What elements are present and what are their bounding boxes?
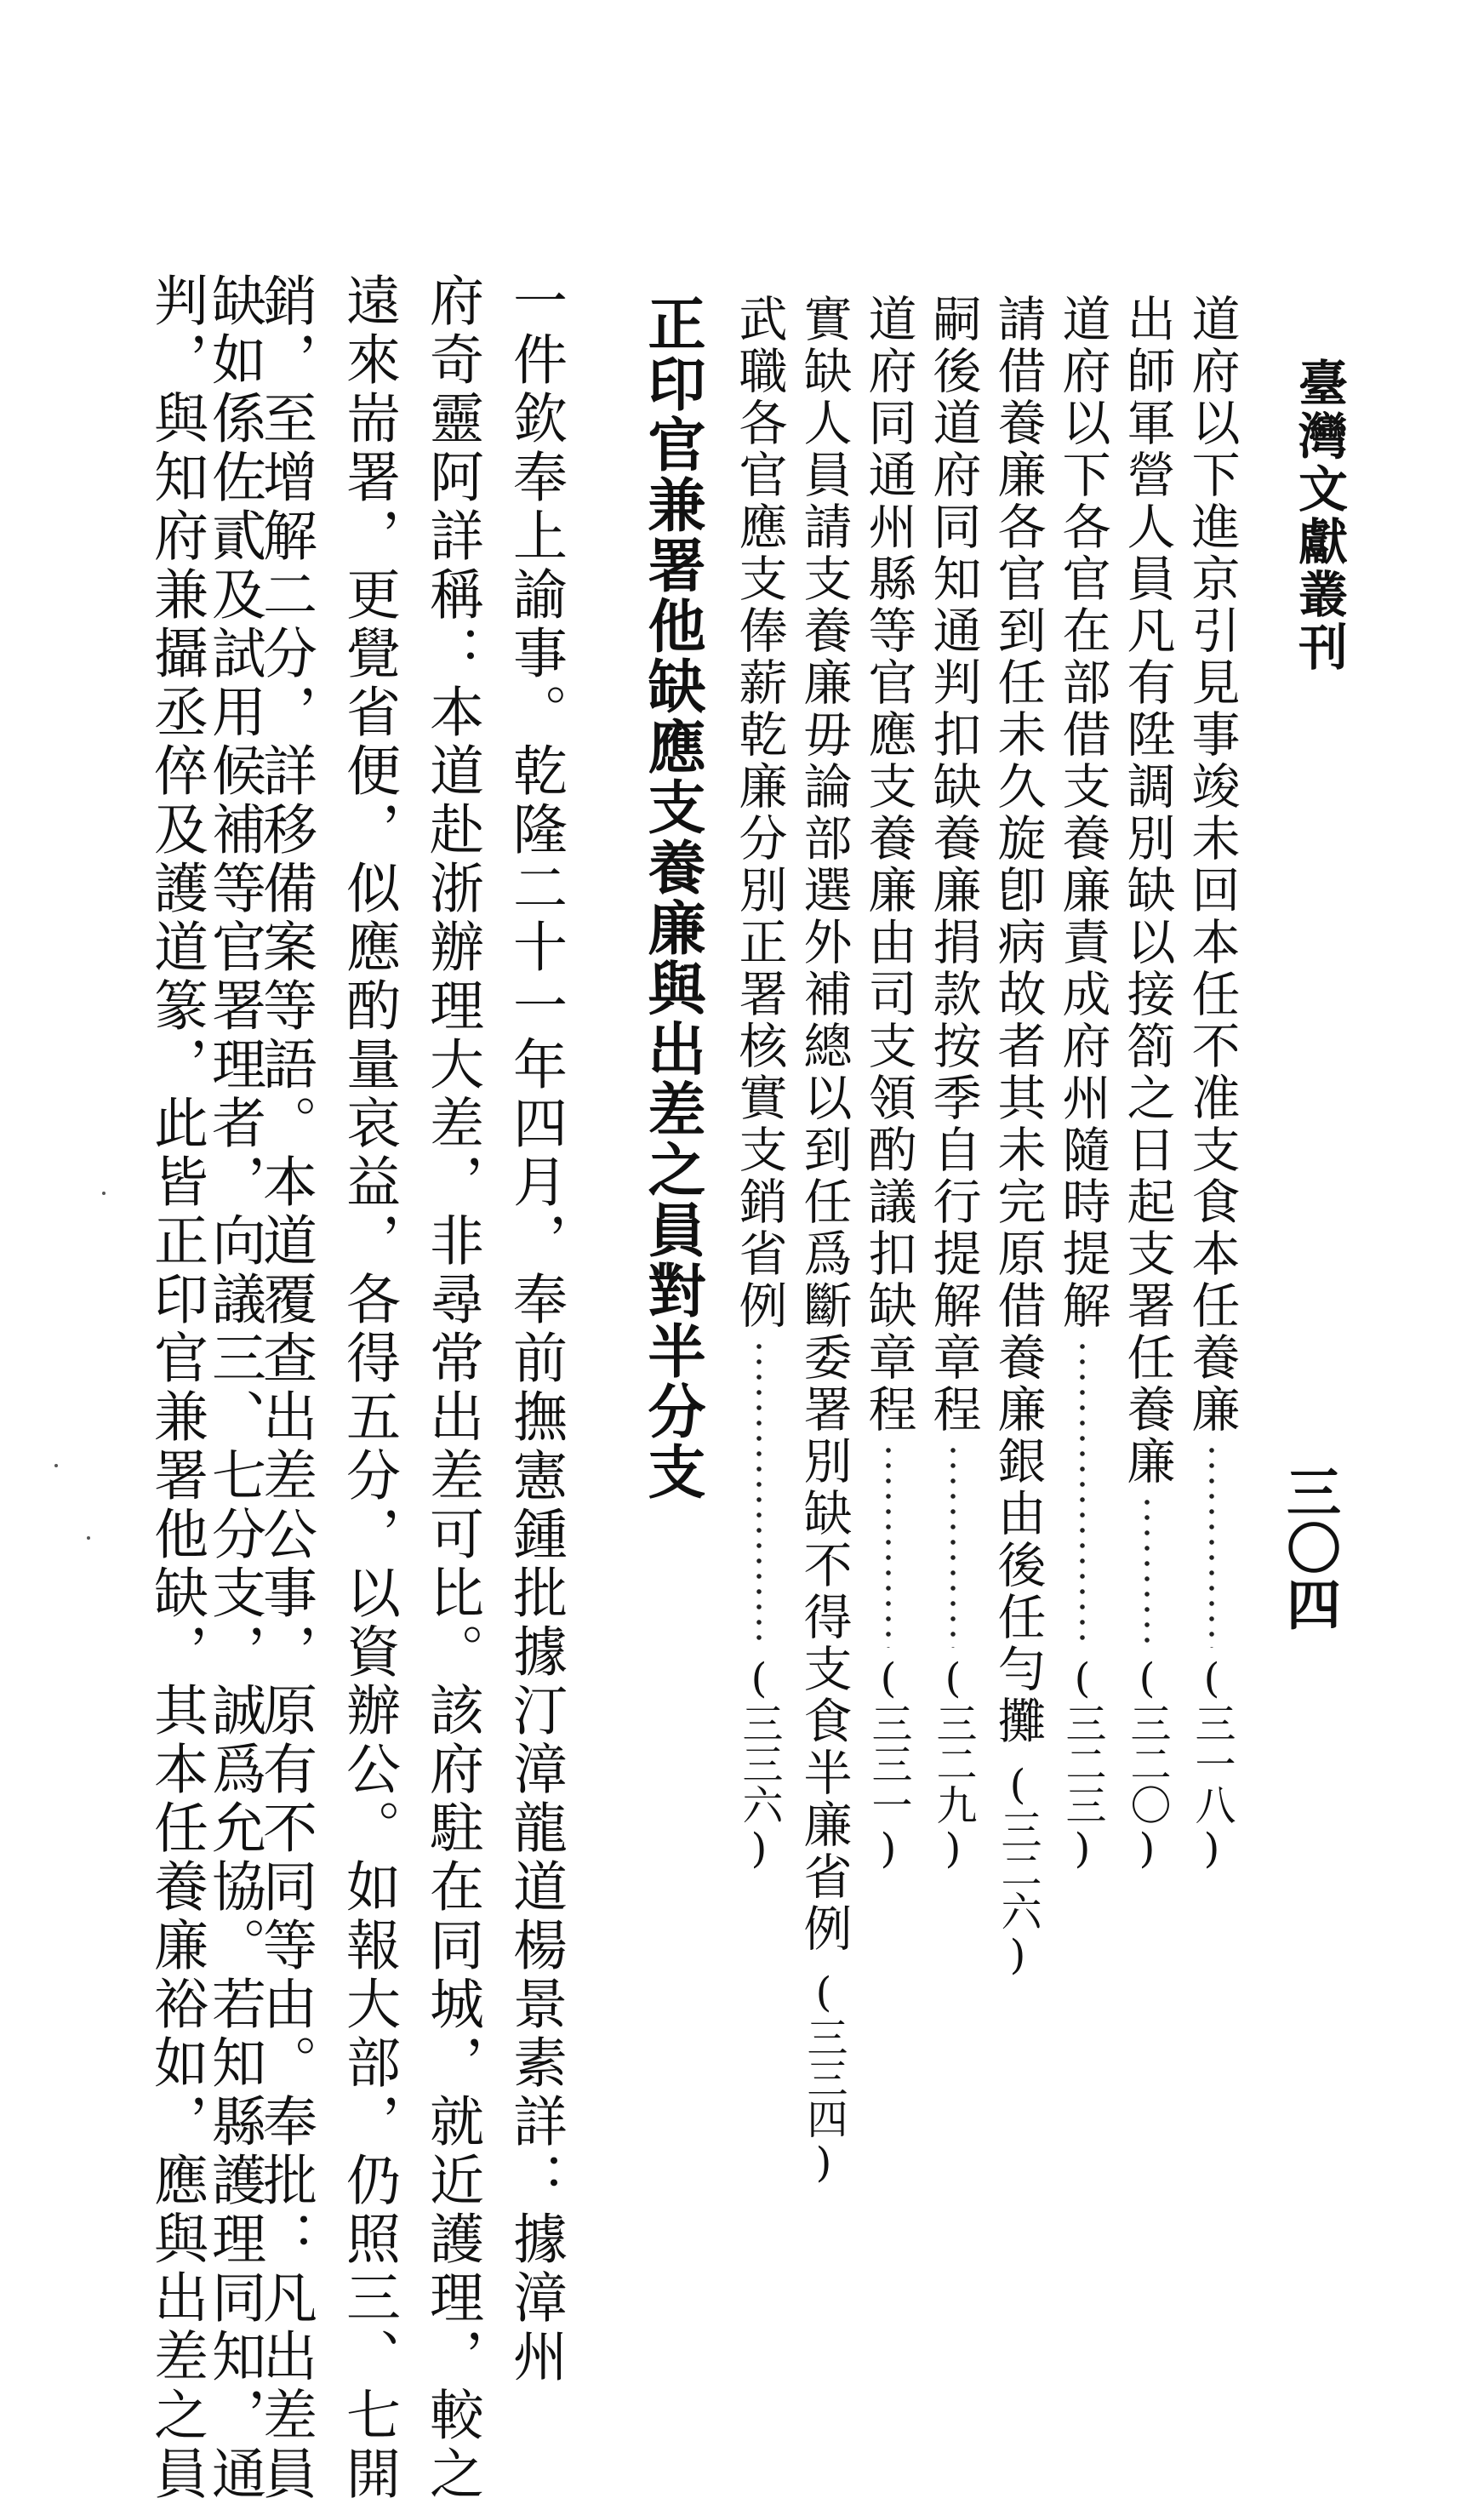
scan-speck [102,1192,106,1195]
toc-entry-text: 請借養廉各官到任未久旋卽病故者其未完原借養廉銀由後任勻攤 [990,294,1046,1747]
toc-entry [861,294,916,1872]
toc-entry [732,294,786,1872]
toc-entry-text: 道府同通州縣等官應支養廉由司支領酌議扣缺章程 [860,294,916,1436]
body-text-column: 一件欽奉上諭事。乾隆二十一年四月，奉前撫憲鍾批據汀漳龍道楊景素詳：據漳州 [504,272,567,2387]
toc-entry-page: (三二六) [994,1761,1042,1979]
toc-entry-page: (三一八) [1188,1655,1236,1872]
scan-speck [54,1464,58,1467]
toc-entry [926,294,980,1872]
body-text-column: 府奇靈阿詳稱：本道赴浙辦理大差，非尋常出差可比。該府駐在同城，就近護理，較之 [420,272,483,2504]
toc-entry-page: (三三六) [735,1655,783,1872]
toc-entry [796,294,852,2187]
dot-leader [1055,1339,1110,1648]
body-text-column: 缺如係佐貳及試用候補等官署理者，向議三、七分支，誠爲允協。若知縣護理同知，通 [203,272,265,2504]
toc-entry-page: (三二九) [929,1655,977,1872]
dot-leader [1120,1495,1174,1648]
body-text-column: 遠來耑署，更覺省便，似應酌量哀益，各得五分，以資辦公。如報大部，仍照三、七開 [337,272,400,2504]
dot-leader [1184,1443,1239,1648]
toc-entry-page: (三三一) [865,1655,912,1872]
dot-leader [926,1443,980,1648]
toc-entry-text: 嗣後道府同知通判扣缺養廉捐款按季自行提解章程 [925,294,981,1436]
toc-entry-text: 實缺人員請支養廉毋論部選外補總以到任爲斷委署別缺不得支食半廉省例 [796,294,852,1955]
body-text-column: 判，與知府兼攝丞倅及護道篆，此皆正印官兼署他缺，其本任養廉裕如，應與出差之員 [145,272,208,2504]
toc-entry-page: (三三四) [800,1969,848,2187]
toc-entry [1184,294,1239,1872]
toc-entry-text: 武職各官應支俸薪乾廉分別正署核實支銷省例 [731,294,787,1332]
toc-entry-page: (三二三) [1059,1655,1106,1872]
scan-speck [87,1536,90,1540]
toc-entry-page: (三二〇) [1123,1655,1171,1872]
page-number: 三〇四 [1277,1464,1341,1632]
toc-entry-text: 出師軍營人員凡有陞調別缺以接箚之日起支署任養廉 [1119,294,1175,1488]
toc-entry [1055,294,1110,1872]
toc-entry-text: 道府以下各官在部借支養廉責成府州隨時提解 [1054,294,1110,1332]
section-title: 正印官兼署他缺應支養廉與出差之員對半分支 [638,294,706,1502]
dot-leader [861,1443,916,1648]
dot-leader [732,1339,786,1648]
body-text-column: 銷，至增解二分，詳移備案等語。本道覆查出差公事，原有不同等由。奉批：凡出差員 [254,272,317,2504]
toc-entry [1120,294,1174,1872]
running-header: 臺灣文獻叢刊 [1290,357,1348,674]
toc-entry [990,294,1046,1979]
toc-entry-text: 道府以下進京引見事竣未回本任不准支食本任養廉 [1184,294,1240,1436]
